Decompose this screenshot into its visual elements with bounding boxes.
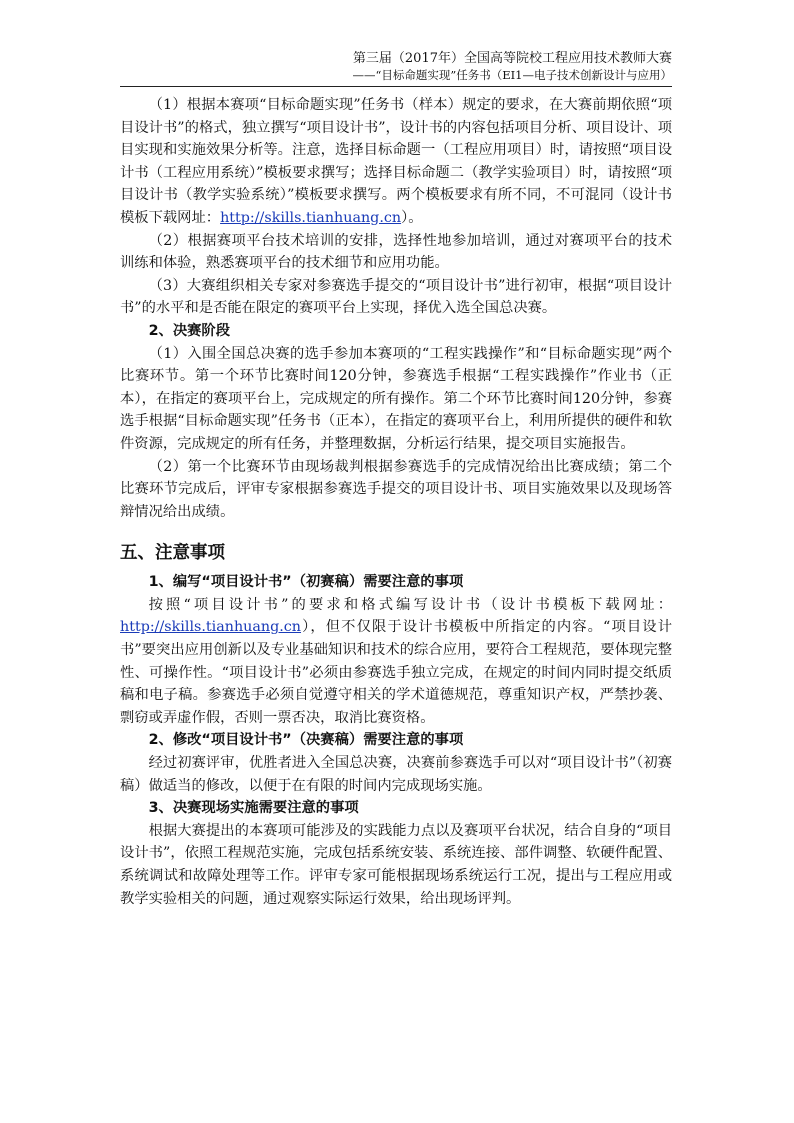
paragraph-note-3: 根据大赛提出的本赛项可能涉及的实践能力点以及赛项平台状况，结合自身的“项目设计书”，依照工程规范实施，完成包括系统安装、系统连接、部件调整、软硬件配置、系统调试和故障处理等工作。评审专家可能根据现场系统运行工况，提出与工程应用或教学实验相关的问题，通过观察实际运行效果，给出现场评判。 (120, 822, 672, 907)
heading-final-stage: 2、决赛阶段 (148, 322, 231, 339)
header-divider (120, 86, 672, 87)
header-title: 第三届（2017年）全国高等院校工程应用技术教师大赛 (352, 51, 672, 66)
header-subtitle: ——“目标命题实现”任务书（EI1—电子技术创新设计与应用） (352, 68, 672, 82)
paragraph-text: （1）根据本赛项“目标命题实现”任务书（样本）规定的要求，在大赛前期依照“项目设计书”的格式，独立撰写“项目设计书”，设计书的内容包括项目分析、项目设计、项目实现和实施效果分析等。注意，选择目标命题一（工程应用项目）时，请按照“项目设计书（工程应用系统）”模板要求撰写；选择目标命题二（教学实验项目）时，请按照“项目设计书（教学实验系统）”模板要求撰写。两个模板要求有所不同，不可混同（设计书模板下载网址： (120, 97, 672, 226)
template-download-link[interactable]: http://skills.tianhuang.cn (120, 619, 302, 636)
paragraph-final-2: （2）第一个比赛环节由现场裁判根据参赛选手的完成情况给出比赛成绩；第二个比赛环节完成后，评审专家根据参赛选手提交的项目设计书、项目实施效果以及现场答辩情况给出成绩。 (120, 458, 672, 520)
paragraph-note-1 (120, 594, 672, 730)
paragraph-preliminary-3: （3）大赛组织相关专家对参赛选手提交的“项目设计书”进行初审，根据“项目设计书”的水平和是否能在限定的赛项平台上实现，择优入选全国总决赛。 (120, 277, 672, 317)
page-header (120, 50, 672, 83)
heading-note-3: 3、决赛现场实施需要注意的事项 (148, 800, 359, 817)
paragraph-text: 按照“项目设计书”的要求和格式编写设计书（设计书模板下载网址： (148, 596, 672, 613)
paragraph-text: ），但不仅限于设计书模板中所指定的内容。“项目设计书”要突出应用创新以及专业基础知识和技术的综合应用，要符合工程规范，要体现完整性、可操作性。“项目设计书”必须由参赛选手独立完成，在规定的时间内同时提交纸质稿和电子稿。参赛选手必须自觉遵守相关的学术道德规范，尊重知识产权，严禁抄袭、剽窃或弄虚作假，否则一票否决，取消比赛资格。 (120, 619, 672, 726)
paragraph-final-1: （1）入围全国总决赛的选手参加本赛项的“工程实践操作”和“目标命题实现”两个比赛环节。第一个环节比赛时间120分钟，参赛选手根据“工程实践操作”作业书（正本），在指定的赛项平台上，完成规定的所有操作。第二个环节比赛时间120分钟，参赛选手根据“目标命题实现”任务书（正本），在指定的赛项平台上，利用所提供的硬件和软件资源，完成规定的所有任务，并整理数据，分析运行结果，提交项目实施报告。 (120, 345, 672, 452)
paragraph-preliminary-1 (120, 94, 672, 230)
document-body (120, 94, 672, 910)
paragraph-preliminary-2: （2）根据赛项平台技术培训的安排，选择性地参加培训，通过对赛项平台的技术训练和体验，熟悉赛项平台的技术细节和应用功能。 (120, 232, 672, 272)
heading-note-1: 1、编写“项目设计书”（初赛稿）需要注意的事项 (148, 574, 464, 591)
paragraph-text: ）。 (401, 209, 423, 226)
paragraph-note-2: 经过初赛评审，优胜者进入全国总决赛，决赛前参赛选手可以对“项目设计书”（初赛稿）做适当的修改，以便于在有限的时间内完成现场实施。 (120, 755, 672, 794)
section-title-notes: 五、注意事项 (120, 543, 225, 564)
template-download-link[interactable]: http://skills.tianhuang.cn (220, 209, 402, 226)
heading-note-2: 2、修改“项目设计书”（决赛稿）需要注意的事项 (148, 732, 464, 749)
